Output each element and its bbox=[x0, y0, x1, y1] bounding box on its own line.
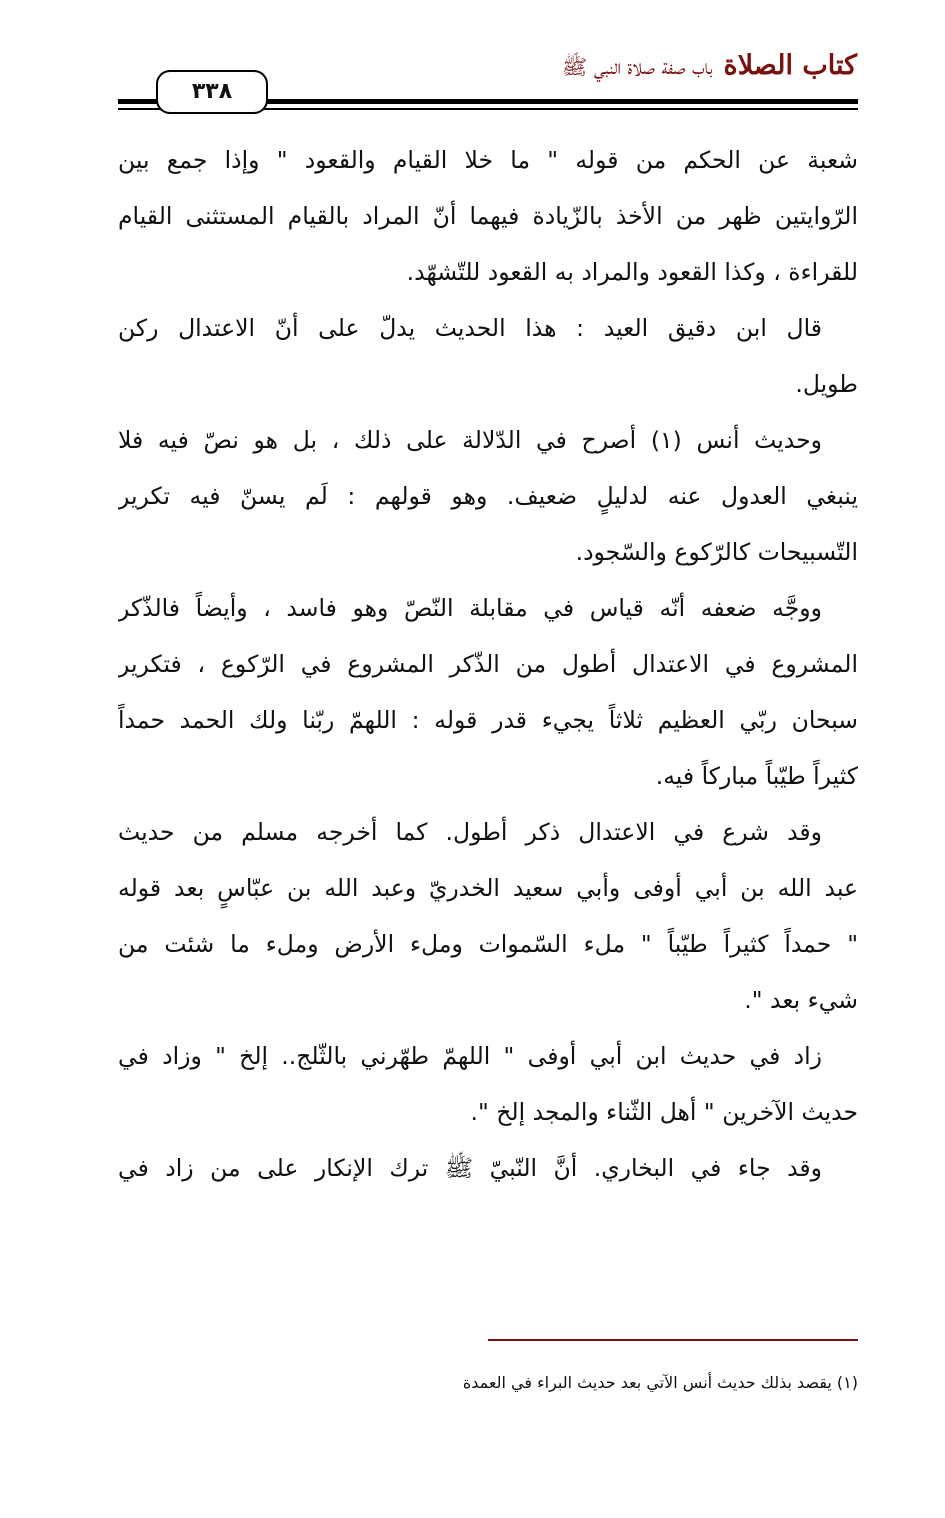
text-line: للقراءة ، وكذا القعود والمراد به القعود للتّشهّد. bbox=[406, 258, 858, 286]
main-text bbox=[118, 132, 858, 1196]
footnote: (١) يقصد بذلك حديث أنس الآتي بعد حديث البراء في العمدة bbox=[462, 1373, 858, 1392]
text-line: قال ابن دقيق العيد : هذا الحديث يدلّ على أنّ الاعتدال ركن bbox=[118, 314, 822, 342]
running-header bbox=[562, 50, 857, 85]
text-line: المشروع في الاعتدال أطول من الذّكر المشروع في الرّكوع ، فتكرير bbox=[118, 650, 858, 678]
text-line: وحديث أنس (١) أصرح في الدّلالة على ذلك ، بل هو نصّ فيه فلا bbox=[118, 426, 822, 454]
page-number: ٣٣٨ bbox=[156, 70, 268, 114]
text-line: طويل. bbox=[795, 370, 858, 398]
text-line: كثيراً طيّباً مباركاً فيه. bbox=[655, 762, 858, 790]
text-line: شيء بعد ". bbox=[744, 986, 858, 1014]
text-line: سبحان ربّي العظيم ثلاثاً يجيء قدر قوله : اللهمّ ربّنا ولك الحمد حمداً bbox=[118, 706, 858, 734]
book-title: كتاب الصلاة bbox=[723, 50, 857, 81]
text-line: زاد في حديث ابن أبي أوفى " اللهمّ طهّرني بالثّلج.. إلخ " وزاد في bbox=[118, 1042, 822, 1070]
text-line: حديث الآخرين " أهل الثّناء والمجد إلخ ". bbox=[470, 1098, 858, 1126]
text-line: وقد شرع في الاعتدال ذكر أطول. كما أخرجه مسلم من حديث bbox=[118, 818, 822, 846]
footnote-separator bbox=[488, 1339, 858, 1341]
text-line: عبد الله بن أبي أوفى وأبي سعيد الخدريّ وعبد الله بن عبّاسٍ بعد قوله bbox=[118, 874, 858, 902]
chapter-title: باب صفة صلاة النبي ﷺ bbox=[561, 55, 713, 79]
text-line: ووجَّه ضعفه أنّه قياس في مقابلة النّصّ وهو فاسد ، وأيضاً فالذّكر bbox=[118, 594, 822, 622]
text-line: وقد جاء في البخاري. أنَّ النّبيّ ﷺ ترك الإنكار على من زاد في bbox=[118, 1154, 822, 1182]
text-line: الرّوايتين ظهر من الأخذ بالزّيادة فيهما أنّ المراد بالقيام المستثنى القيام bbox=[118, 202, 858, 230]
text-line: ينبغي العدول عنه لدليلٍ ضعيف. وهو قولهم : لَم يسنّ فيه تكرير bbox=[118, 482, 858, 510]
text-line: " حمداً كثيراً طيّباً " ملء السّموات وملء الأرض وملء ما شئت من bbox=[118, 930, 858, 958]
text-line: شعبة عن الحكم من قوله " ما خلا القيام والقعود " وإذا جمع بين bbox=[118, 146, 858, 174]
text-line: التّسبيحات كالرّكوع والسّجود. bbox=[575, 538, 858, 566]
